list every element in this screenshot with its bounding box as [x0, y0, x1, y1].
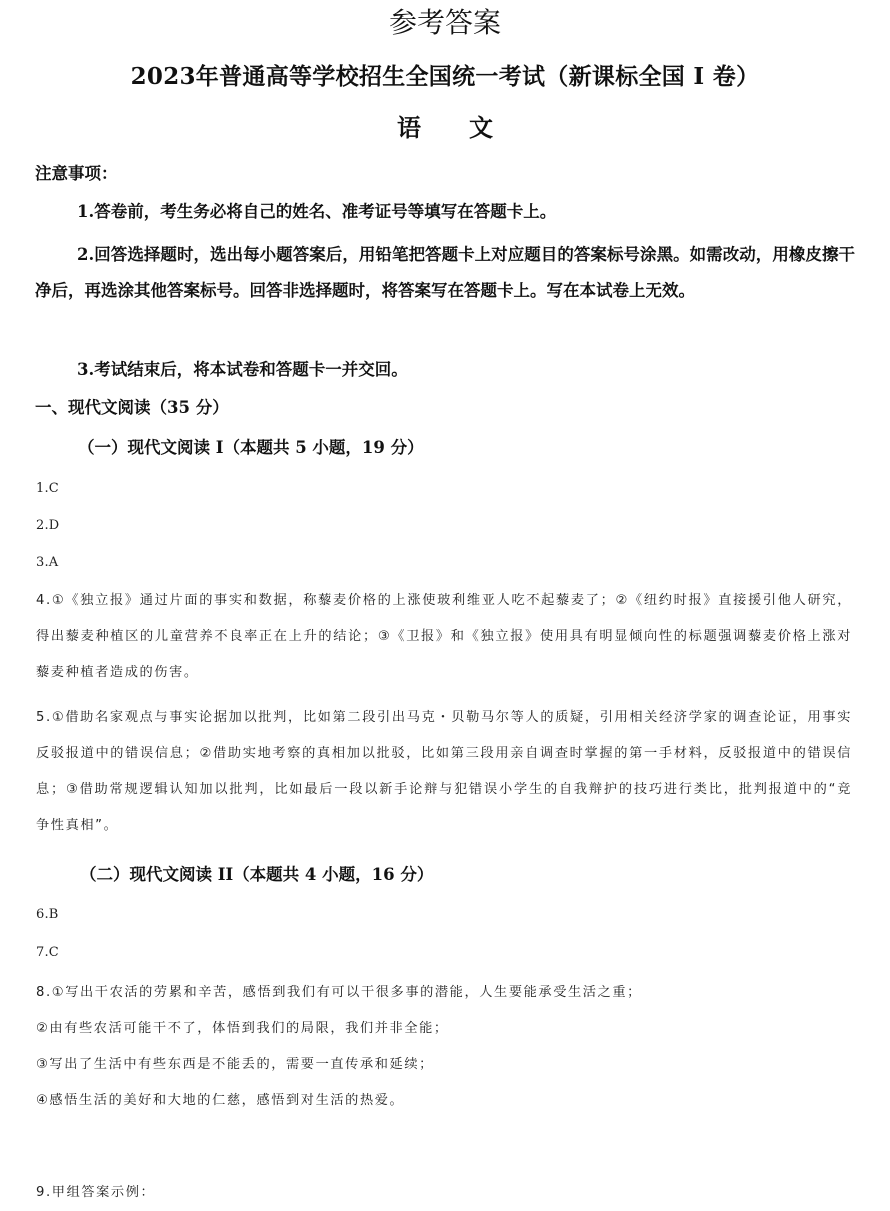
- subject-title: [0, 113, 890, 143]
- answer-q6: 6.B: [36, 907, 59, 922]
- answer-q2: 2.D: [36, 518, 60, 533]
- notice-item-3: 3.考试结束后，将本试卷和答题卡一并交回。: [77, 360, 408, 379]
- answer-q8: [36, 975, 642, 1119]
- answer-q3: 3.A: [36, 555, 59, 570]
- notice-item-2: 2.回答选择题时，选出每小题答案后，用铅笔把答题卡上对应题目的答案标号涂黑。如需改动，用橡皮擦干净后，再选涂其他答案标号。回答非选择题时，将答案写在答题卡上。写在本试卷上无效。: [35, 245, 855, 300]
- answer-q8-line-3: ③写出了生活中有些东西是不能丢的，需要一直传承和延续；: [36, 1057, 434, 1072]
- answer-q9-label-text: 9.甲组答案示例：: [36, 1185, 156, 1200]
- subject-char-2: 文: [469, 113, 493, 142]
- answer-q9-label: [36, 1175, 155, 1211]
- answer-q7: 7.C: [36, 945, 59, 960]
- exam-title: 2023年普通高等学校招生全国统一考试（新课标全国 I 卷）: [130, 63, 760, 90]
- answer-q8-line-2: ②由有些农活可能干不了，体悟到我们的局限，我们并非全能；: [36, 1021, 449, 1036]
- answer-q8-line-1: 8.①写出干农活的劳累和辛苦，感悟到我们有可以干很多事的潜能，人生要能承受生活之重；: [36, 985, 642, 1000]
- notice-label: 注意事项：: [35, 164, 118, 183]
- answer-q1: 1.C: [36, 481, 59, 496]
- subject-char-1: 语: [397, 113, 421, 142]
- answer-q5: 5.①借助名家观点与事实论据加以批判，比如第二段引出马克・贝勒马尔等人的质疑，引用相关经济学家的调查论证，用事实反驳报道中的错误信息；②借助实地考察的真相加以批驳，比如第三段用亲自调查时掌握的第一手材料，反驳报道中的错误信息；③借助常规逻辑认知加以批判，比如最后一段以新手论辩与犯错误小学生的自我辩护的技巧进行类比，批判报道中的“竞争性真相”。: [36, 710, 852, 833]
- subsection-2-title: （二）现代文阅读 II（本题共 4 小题，16 分）: [80, 865, 434, 884]
- section-1-title: 一、现代文阅读（35 分）: [35, 398, 229, 417]
- answer-q8-line-4: ④感悟生活的美好和大地的仁慈，感悟到对生活的热爱。: [36, 1093, 405, 1108]
- document-heading: 参考答案: [388, 6, 501, 39]
- answer-q4: 4.①《独立报》通过片面的事实和数据，称藜麦价格的上涨使玻利维亚人吃不起藜麦了；②《纽约时报》直接援引他人研究，得出藜麦种植区的儿童营养不良率正在上升的结论；③《卫报》和《独立报》使用具有明显倾向性的标题强调藜麦价格上涨对藜麦种植者造成的伤害。: [36, 593, 852, 680]
- notice-item-1: 1.答卷前，考生务必将自己的姓名、准考证号等填写在答题卡上。: [77, 202, 557, 221]
- subsection-1-title: （一）现代文阅读 I（本题共 5 小题，19 分）: [78, 438, 424, 457]
